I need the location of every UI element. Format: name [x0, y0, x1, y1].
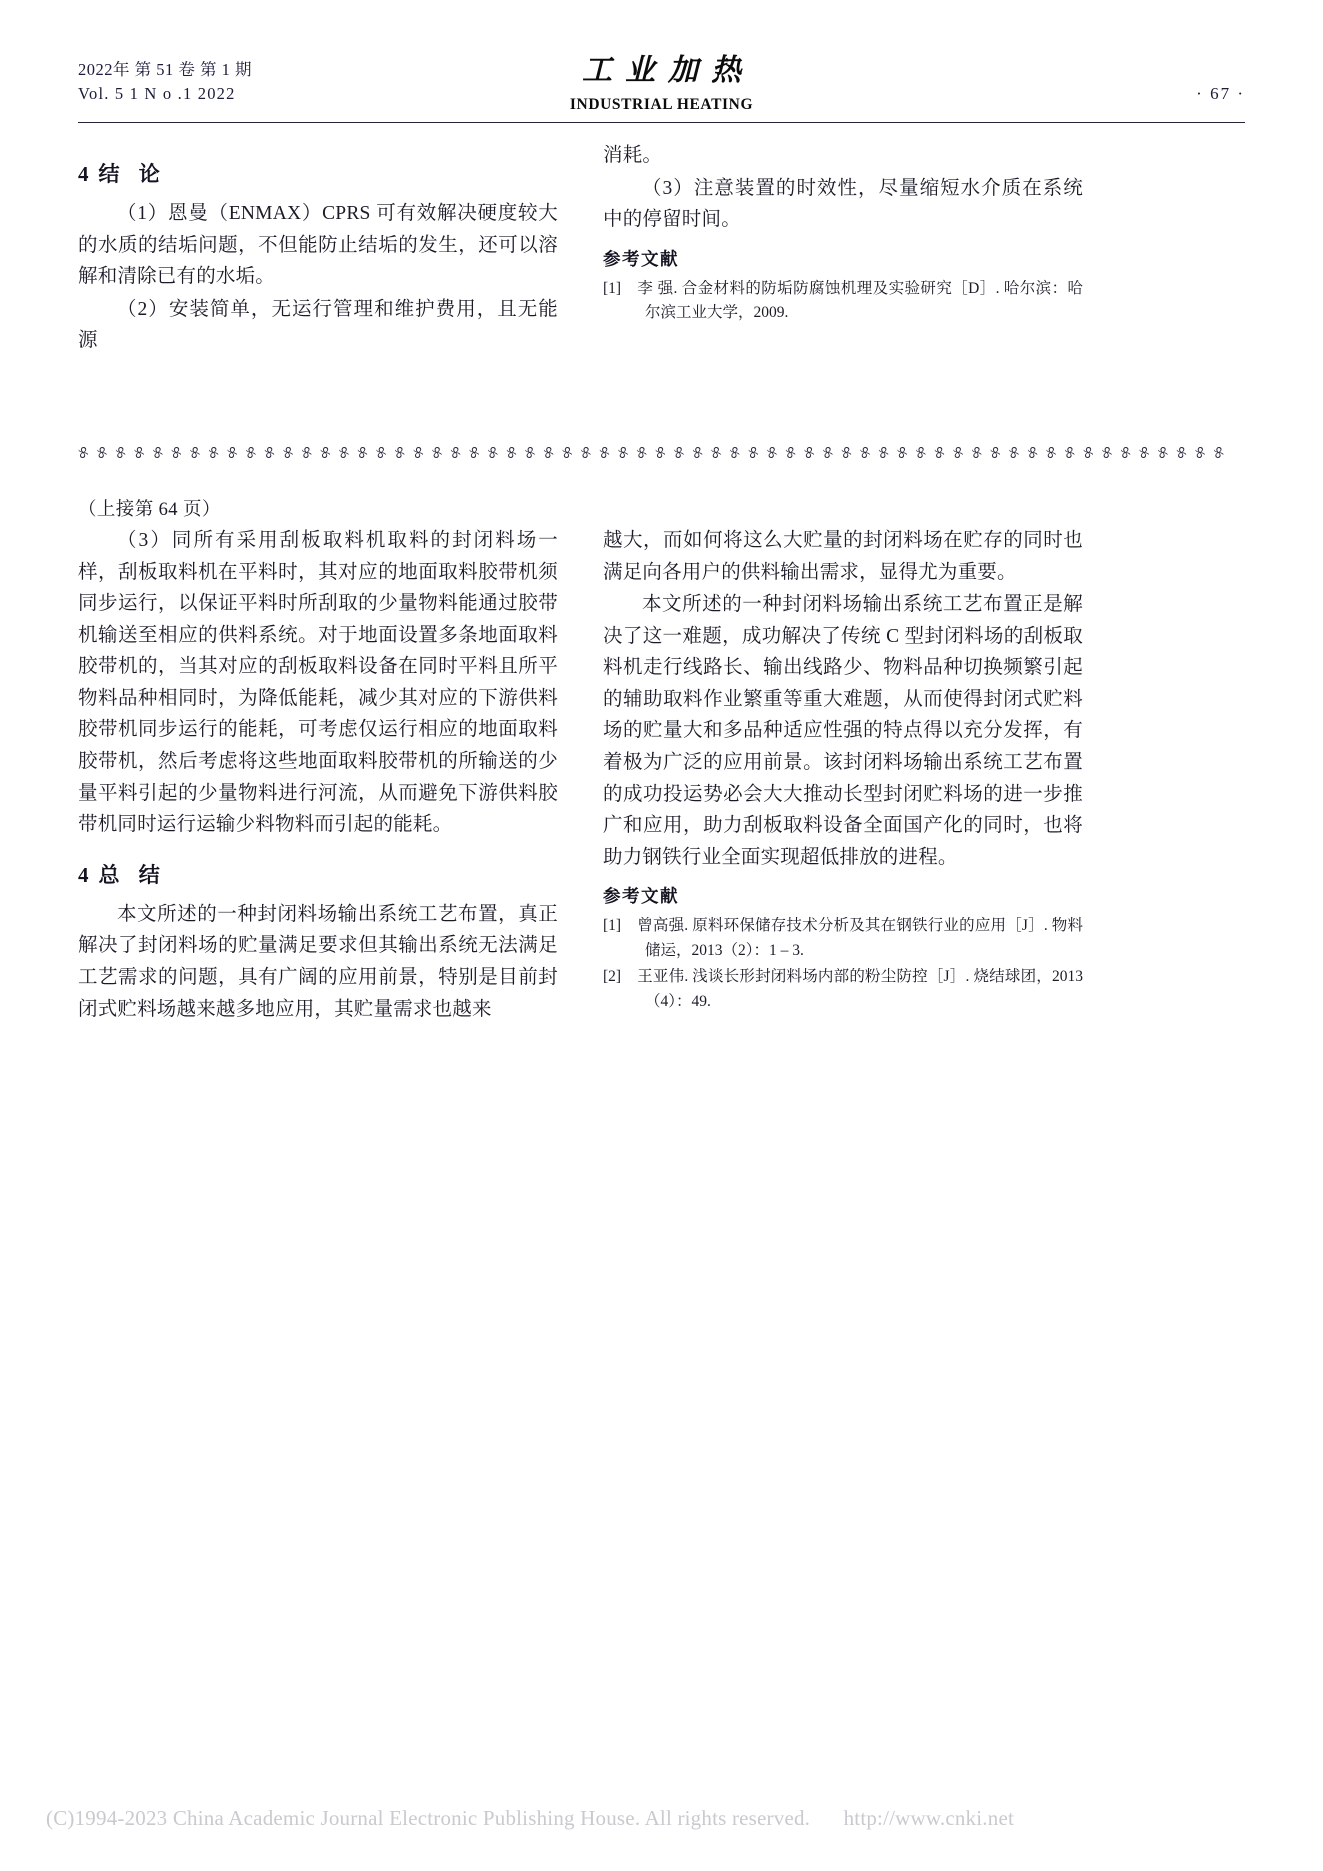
masthead-title-english: INDUSTRIAL HEATING [569, 95, 754, 113]
paragraph: （3）注意装置的时效性，尽量缩短水介质在系统中的停留时间。 [603, 177, 1083, 231]
article-top-left-column [78, 140, 558, 358]
reference-number: [2] [603, 968, 622, 986]
reference-text: 曾高强. 原料环保储存技术分析及其在钢铁行业的应用［J］. 物料储运，2013（2）：1 – 3. [637, 917, 1083, 959]
section-title: 总 结 [98, 862, 166, 887]
issue-info [78, 58, 252, 106]
reference-item [603, 914, 1083, 963]
page-number: · 67 · [1196, 84, 1245, 103]
paragraph: （3）同所有采用刮板取料机取料的封闭料场一样，刮板取料机在平料时，其对应的地面取料胶带机须同步运行，以保证平料时所刮取的少量物料能通过胶带机输送至相应的供料系统。对于地面设置多条地面取料胶带机的，当其对应的刮板取料设备在同时平料且所平物料品种相同时，为降低能耗，减少其对应的下游供料胶带机同步运行的能耗，可考虑仅运行相应的地面取料胶带机，然后考虑将这些地面取料胶带机的所输送的少量平料引起的少量物料进行河流，从而避免下游供料胶带机同时运行运输少料物料而引起的能耗。 [78, 530, 558, 836]
section-heading-summary [78, 859, 558, 889]
paragraph: （1）恩曼（ENMAX）CPRS 可有效解决硬度较大的水质的结垢问题，不但能防止结垢的发生，还可以溶解和清除已有的水垢。 [78, 203, 558, 288]
references-heading: 参考文献 [603, 249, 679, 270]
header-divider-rule [78, 122, 1245, 123]
reference-text: 王亚伟. 浅谈长形封闭料场内部的粉尘防控［J］. 烧结球团，2013（4）：49. [637, 968, 1083, 1010]
article-top [78, 140, 1245, 358]
copyright-text: (C)1994-2023 China Academic Journal Electronic Publishing House. All rights reserved. [46, 1806, 811, 1830]
paragraph: 消耗。 [603, 145, 663, 166]
paragraph: 本文所述的一种封闭料场输出系统工艺布置正是解决了这一难题，成功解决了传统 C 型封闭料场的刮板取料机走行线路长、输出线路少、物料品种切换频繁引起的辅助取料作业繁重等重大难题，从而使得封闭式贮料场的贮量大和多品种适应性强的特点得以充分发挥，有着极为广泛的应用前景。该封闭料场输出系统工艺布置的成功投运势必会大大推动长型封闭贮料场的进一步推广和应用，助力刮板取料设备全面国产化的同时，也将助力钢铁行业全面实现超低排放的进程。 [603, 594, 1083, 868]
publisher-url: http://www.cnki.net [843, 1806, 1014, 1830]
references-list [603, 914, 1083, 1014]
section-title: 结 论 [98, 162, 166, 186]
continuation-note: （上接第 64 页） [78, 500, 221, 520]
section-number: 4 [78, 162, 89, 186]
paragraph: 本文所述的一种封闭料场输出系统工艺布置，真正解决了封闭料场的贮量满足要求但其输出系统无法满足工艺需求的问题，具有广阔的应用前景，特别是目前封闭式贮料场越来越多地应用，其贮量需求也越来 [78, 903, 558, 1020]
references-heading: 参考文献 [603, 887, 679, 908]
reference-item [603, 277, 1083, 326]
running-head [78, 53, 1245, 120]
reference-item [603, 965, 1083, 1014]
issue-info-chinese: 2022年 第 51 卷 第 1 期 [78, 60, 252, 79]
article-bottom-left-column [78, 525, 558, 1026]
masthead-title-chinese: 工业加热 [582, 53, 754, 88]
issue-info-english: Vol. 5 1 N o .1 2022 [78, 83, 236, 103]
reference-text: 李 强. 合金材料的防垢防腐蚀机理及实验研究［D］. 哈尔滨：哈尔滨工业大学，2009. [637, 279, 1083, 322]
article-top-right-column [603, 140, 1083, 328]
masthead [569, 54, 754, 114]
section-number: 4 [78, 862, 89, 887]
paragraph: 越大，而如何将这么大贮量的封闭料场在贮存的同时也满足向各用户的供料输出需求，显得尤为重要。 [603, 530, 1083, 583]
reference-number: [1] [603, 917, 622, 935]
section-heading-conclusion [78, 158, 558, 188]
article-bottom-right-column [603, 525, 1083, 1016]
ornamental-divider: ୫ ୫ ୫ ୫ ୫ ୫ ୫ ୫ ୫ ୫ ୫ ୫ ୫ ୫ ୫ ୫ ୫ ୫ ୫ ୫ ୫ ୫ ୫ ୫ ୫ ୫ ୫ ୫ ୫ ୫ ୫ ୫ ୫ ୫ ୫ ୫ ୫ ୫ ୫ ୫ ୫ ୫ ୫ ୫ ୫ ୫ ୫ ୫ ୫ ୫ ୫ ୫ ୫ ୫ ୫ ୫ ୫ ୫ ୫ ୫ ୫ ୫ [78, 443, 1226, 463]
copyright-footer [46, 1806, 1277, 1831]
references-list [603, 277, 1083, 326]
paragraph: （2）安装简单，无运行管理和维护费用，且无能源 [78, 298, 558, 352]
reference-number: [1] [603, 279, 622, 297]
article-bottom [78, 525, 1245, 1026]
